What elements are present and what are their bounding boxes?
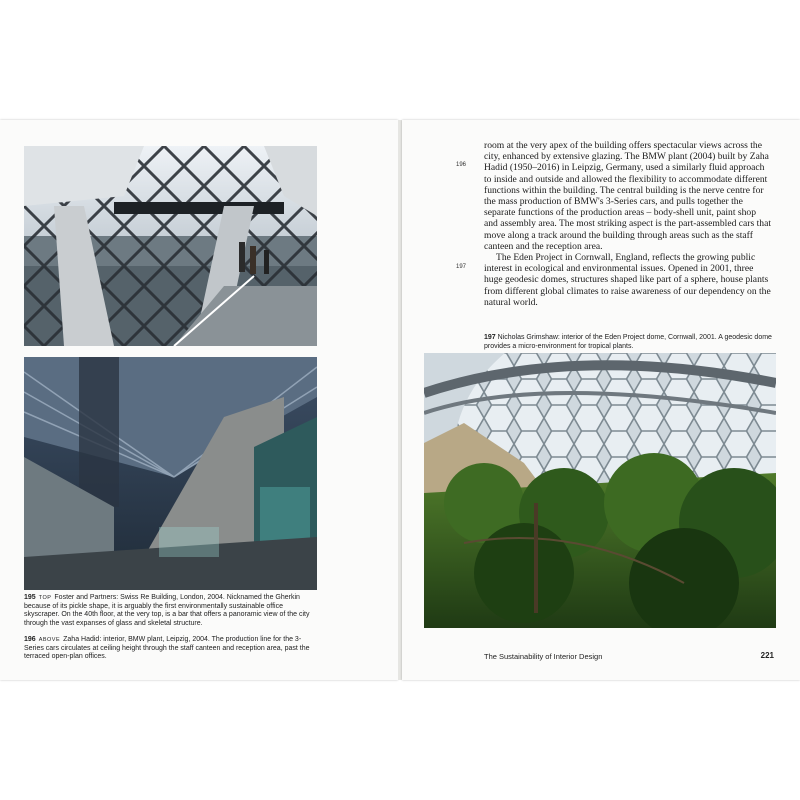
caption-196 xyxy=(24,636,316,662)
body-paragraph: The Eden Project in Cornwall, England, reflects the growing public interest in ecological and environmental issues. Opened in 2001, three huge geodesic domes, structures shaped like part of a sphere, house plants from different global climates to raise awareness of our dependency on the natural world. xyxy=(484,252,771,308)
caption-number: 197 xyxy=(484,334,496,341)
caption-text: Zaha Hadid: interior, BMW plant, Leipzig, 2004. The production line for the 3-Series cars circulates at ceiling height through the staff canteen and reception area, past the terraced open-plan offices. xyxy=(24,636,310,661)
caption-position: ABOVE xyxy=(38,637,61,643)
caption-text: Foster and Partners: Swiss Re Building, London, 2004. Nicknamed the Gherkin because of its pickle shape, it is arguably the first environmentally sustainable office skyscraper. On the 40th floor, at the very top, is a bar that offers a panoramic view of the city through the vast expanses of glass and skeletal structure. xyxy=(24,594,310,627)
page-number: 221 xyxy=(760,651,774,660)
margin-ref-196: 196 xyxy=(456,162,467,168)
body-paragraph: room at the very apex of the building offers spectacular views across the city, enhanced by extensive glazing. The BMW plant (2004) built by Zaha Hadid (1950–2016) in Leipzig, Germany, used a similarly fluid approach to inside and outside and allowed the flexibility to accommodate different functions within the building. The central building is the nerve centre for the mass production of BMW's 3-Series cars, and pulls together the separate functions of the production areas – body-shell unit, paint shop and assembly area. The most striking aspect is the part-assembled cars that move along a track around the building through areas such as the staff canteen and the reception area. xyxy=(484,140,772,252)
margin-ref-197: 197 xyxy=(456,264,467,270)
photo-bmw-plant-interior xyxy=(24,357,317,590)
caption-text: Nicholas Grimshaw: interior of the Eden Project dome, Cornwall, 2001. A geodesic dome provides a micro-environment for tropical plants. xyxy=(484,334,772,350)
caption-197 xyxy=(484,334,772,351)
footer-section-title: The Sustainability of Interior Design xyxy=(484,652,603,661)
caption-number: 196 xyxy=(24,636,36,643)
caption-number: 195 xyxy=(24,594,36,601)
caption-position: TOP xyxy=(38,595,52,601)
caption-195 xyxy=(24,594,316,628)
body-text xyxy=(484,140,772,308)
photo-swiss-re-building xyxy=(24,146,317,346)
photo-eden-project-dome xyxy=(424,353,776,628)
